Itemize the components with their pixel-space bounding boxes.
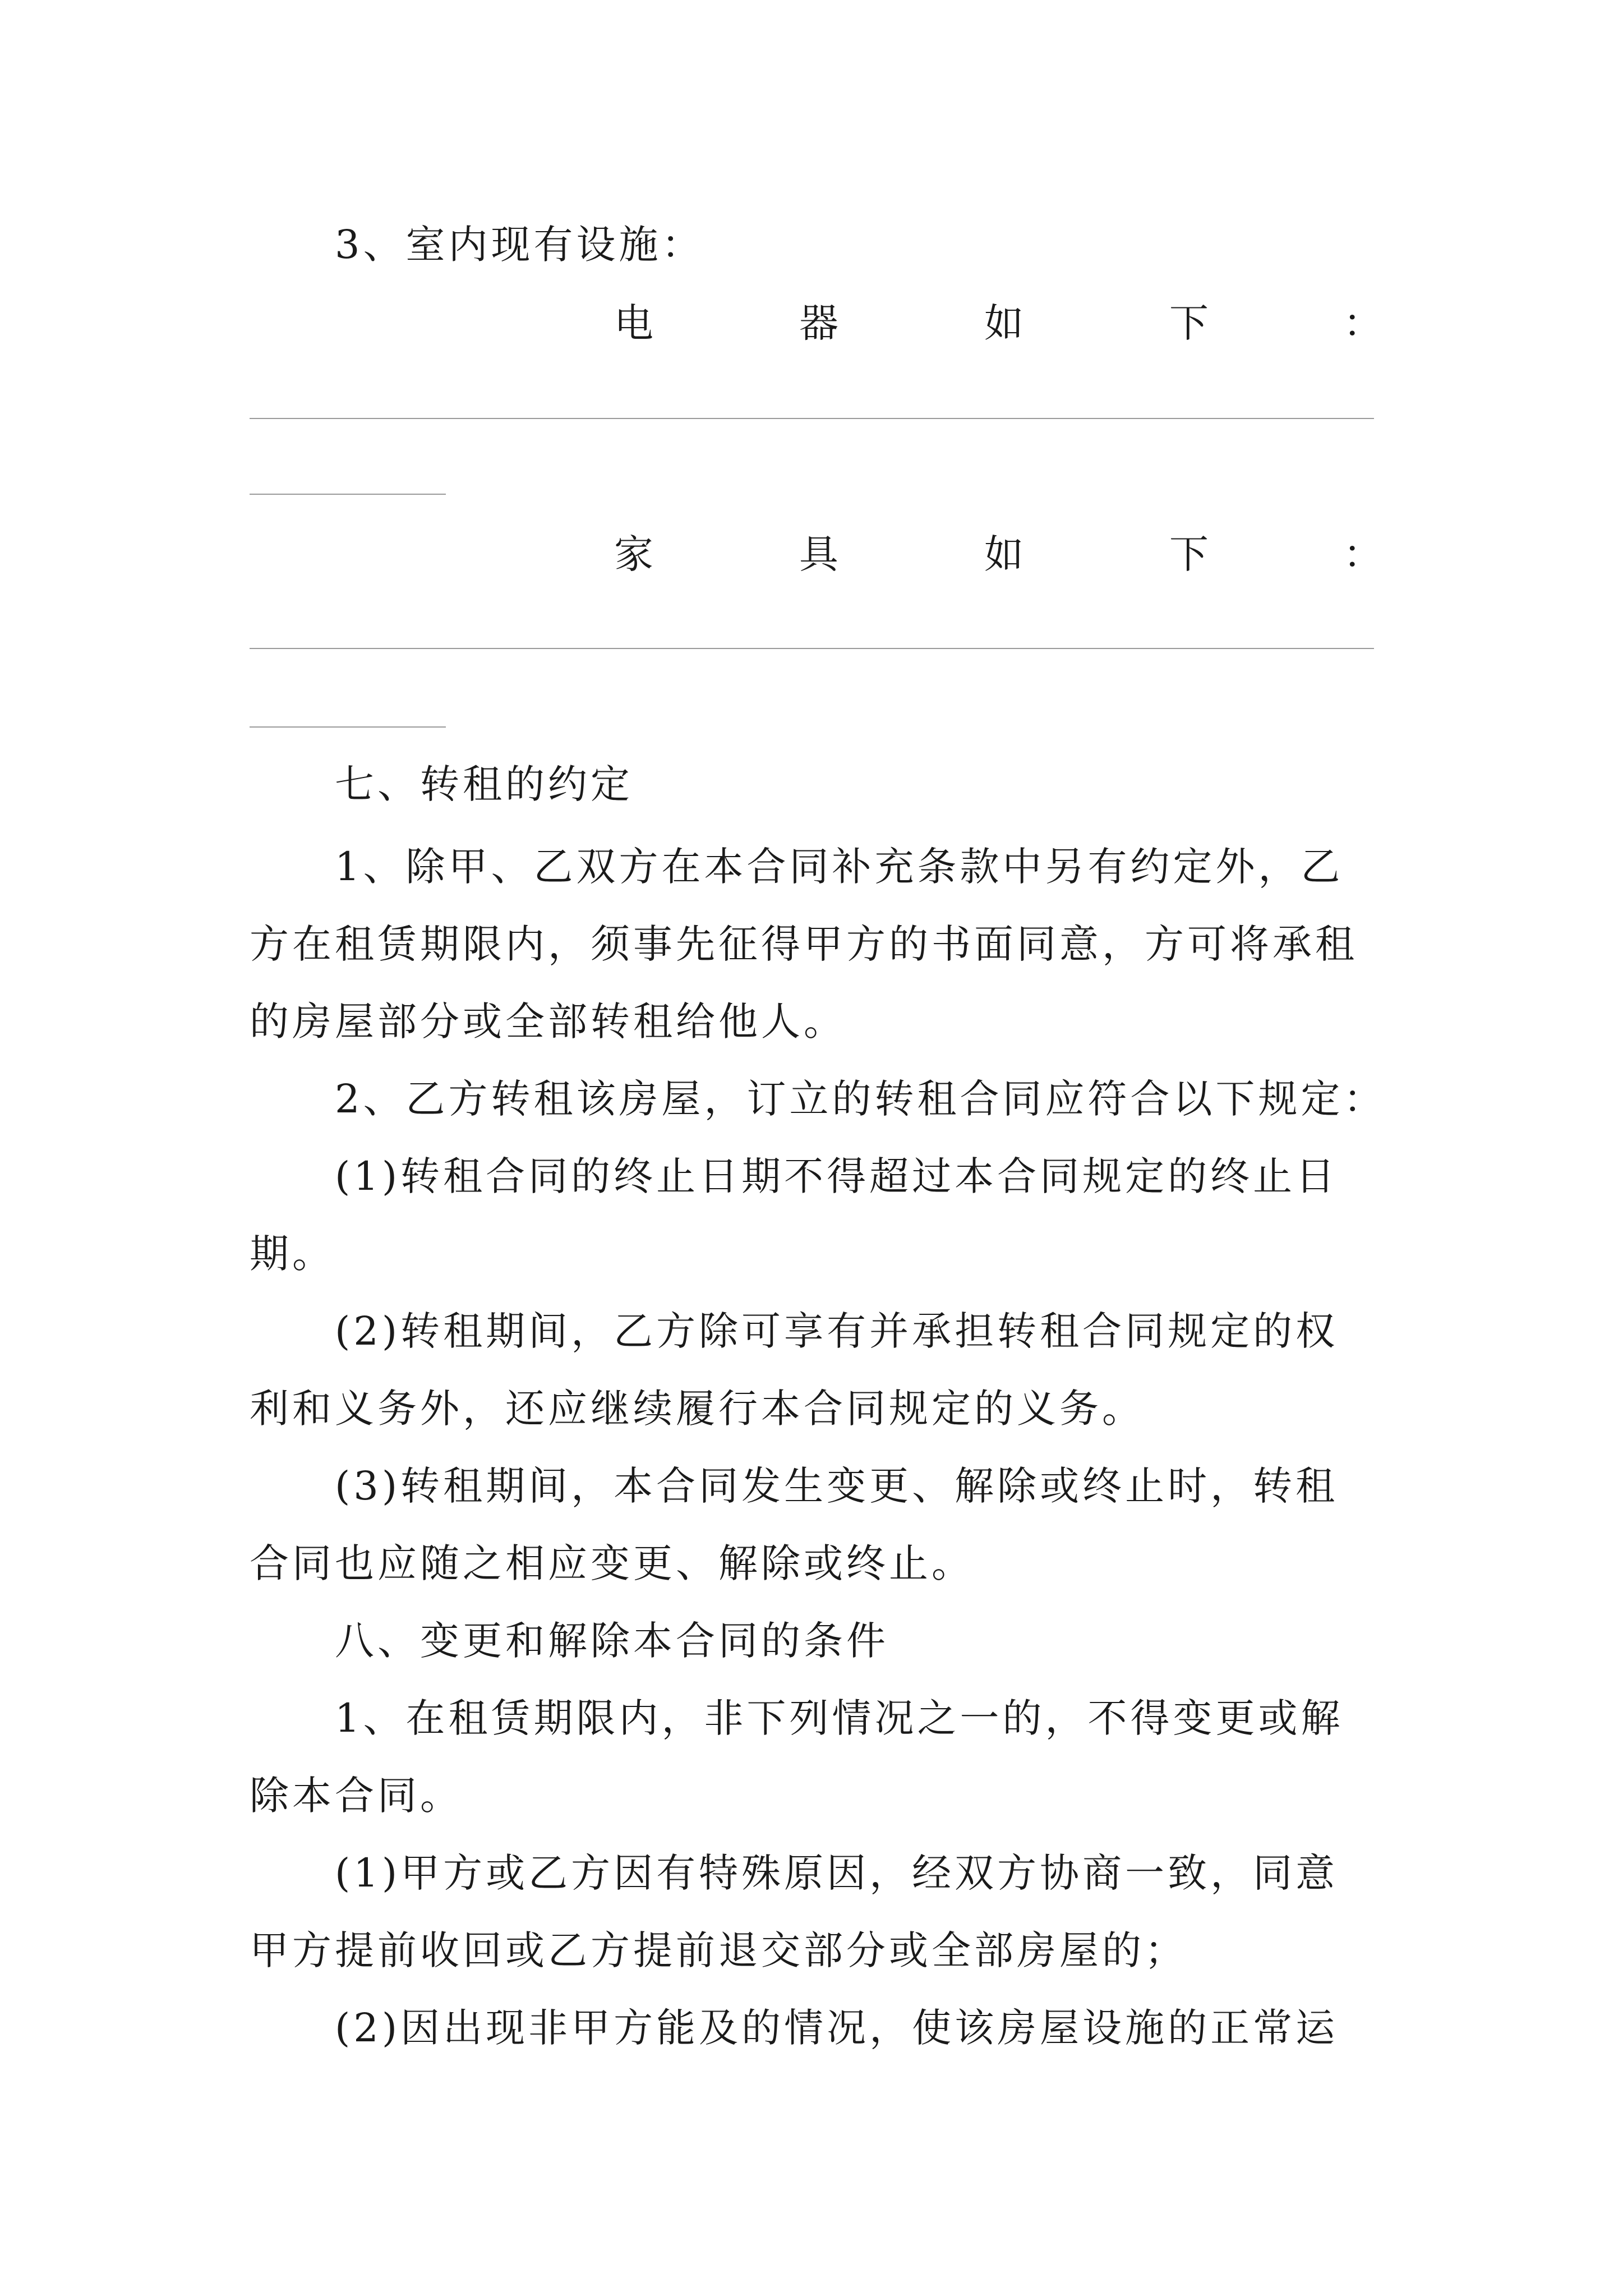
furniture-label-char: 如 xyxy=(984,531,1023,577)
furniture-fill-line-short xyxy=(250,726,446,728)
paragraph-line: 2、乙方转租该房屋，订立的转租合同应符合以下规定： xyxy=(335,1076,1386,1122)
section-heading-termination: 八、变更和解除本合同的条件 xyxy=(335,1618,889,1664)
paragraph-line: 利和义务外，还应继续履行本合同规定的义务。 xyxy=(250,1386,1145,1432)
paragraph-line: (2)因出现非甲方能及的情况，使该房屋设施的正常运 xyxy=(335,2005,1339,2051)
paragraph-line: 合同也应随之相应变更、解除或终止。 xyxy=(250,1540,974,1586)
paragraph-line: 1、在租赁期限内，非下列情况之一的，不得变更或解 xyxy=(335,1695,1344,1741)
appliances-label-char: 电 xyxy=(614,300,653,346)
furniture-label xyxy=(614,527,1382,581)
section-heading-sublease: 七、转租的约定 xyxy=(335,761,633,807)
paragraph-line: 甲方提前收回或乙方提前退交部分或全部房屋的； xyxy=(250,1927,1187,1973)
furniture-label-char: ： xyxy=(1343,531,1382,577)
furniture-label-char: 家 xyxy=(614,531,653,577)
appliances-label-char: 下 xyxy=(1169,300,1209,346)
appliances-label-char: 器 xyxy=(799,300,838,346)
paragraph-line: (3)转租期间，本合同发生变更、解除或终止时，转租 xyxy=(335,1463,1339,1509)
furniture-label-char: 具 xyxy=(799,531,838,577)
paragraph-line: 期。 xyxy=(250,1231,335,1277)
appliances-fill-line-short xyxy=(250,494,446,495)
appliances-fill-line xyxy=(250,418,1374,419)
paragraph-line: 方在租赁期限内，须事先征得甲方的书面同意，方可将承租 xyxy=(250,921,1358,967)
paragraph-line: (1)转租合同的终止日期不得超过本合同规定的终止日 xyxy=(335,1153,1339,1199)
paragraph-line: 的房屋部分或全部转租给他人。 xyxy=(250,999,846,1045)
paragraph-line: 1、除甲、乙双方在本合同补充条款中另有约定外，乙 xyxy=(335,844,1344,890)
furniture-label-char: 下 xyxy=(1169,531,1209,577)
facilities-heading: 3、室内现有设施： xyxy=(335,222,704,268)
appliances-label-char: 如 xyxy=(984,300,1023,346)
furniture-fill-line xyxy=(250,648,1374,649)
appliances-label xyxy=(614,296,1382,350)
appliances-label-char: ： xyxy=(1343,300,1382,346)
paragraph-line: 除本合同。 xyxy=(250,1773,463,1819)
paragraph-line: (2)转租期间，乙方除可享有并承担转租合同规定的权 xyxy=(335,1308,1339,1354)
paragraph-line: (1)甲方或乙方因有特殊原因，经双方协商一致，同意 xyxy=(335,1850,1339,1896)
